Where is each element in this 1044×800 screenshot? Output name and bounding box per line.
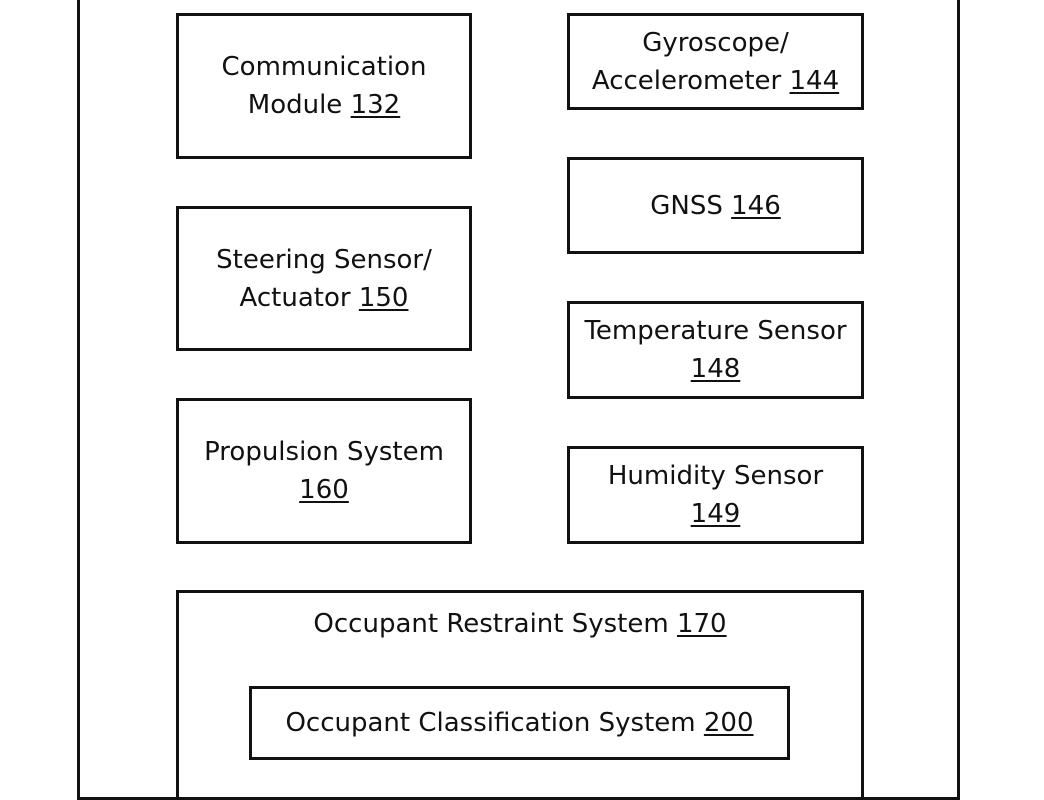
restraint-ref: 170 xyxy=(676,609,727,639)
gyroscope-ref: 144 xyxy=(789,65,840,96)
steering-line1: Steering Sensor/ xyxy=(216,244,432,275)
gyroscope-line1: Gyroscope/ xyxy=(642,27,789,58)
gnss-line1 xyxy=(650,187,781,225)
steering-ref: 150 xyxy=(358,282,409,313)
temperature-ref: 148 xyxy=(690,354,741,384)
steering-sensor-actuator-block xyxy=(176,206,472,351)
classification-ref: 200 xyxy=(703,708,754,738)
classification-line1 xyxy=(285,704,753,742)
occupant-classification-system-block xyxy=(249,686,790,760)
propulsion-label: Propulsion System xyxy=(204,437,444,467)
gnss-block xyxy=(567,157,864,254)
gnss-ref: 146 xyxy=(731,190,781,221)
communication-module-ref: 132 xyxy=(350,90,401,120)
classification-label: Occupant Classification System xyxy=(285,708,704,738)
gyroscope-accelerometer-block xyxy=(567,13,864,110)
humidity-label: Humidity Sensor xyxy=(607,461,824,491)
restraint-label: Occupant Restraint System xyxy=(313,609,677,639)
steering-line2 xyxy=(240,279,409,317)
accelerometer-label: Accelerometer xyxy=(591,65,790,96)
gnss-label: GNSS xyxy=(650,190,732,221)
communication-module-label: Module xyxy=(247,90,351,120)
humidity-sensor-block xyxy=(567,446,864,544)
temperature-sensor-block xyxy=(567,301,864,399)
communication-module-line1: Communication xyxy=(221,52,427,82)
propulsion-system-block xyxy=(176,398,472,544)
humidity-ref: 149 xyxy=(690,499,741,529)
temperature-label: Temperature Sensor xyxy=(584,316,847,346)
communication-module-line2 xyxy=(248,86,400,124)
restraint-line1 xyxy=(313,605,726,643)
actuator-label: Actuator xyxy=(239,282,359,313)
propulsion-ref: 160 xyxy=(299,475,349,505)
gyroscope-line2 xyxy=(592,62,839,100)
communication-module-block xyxy=(176,13,472,159)
